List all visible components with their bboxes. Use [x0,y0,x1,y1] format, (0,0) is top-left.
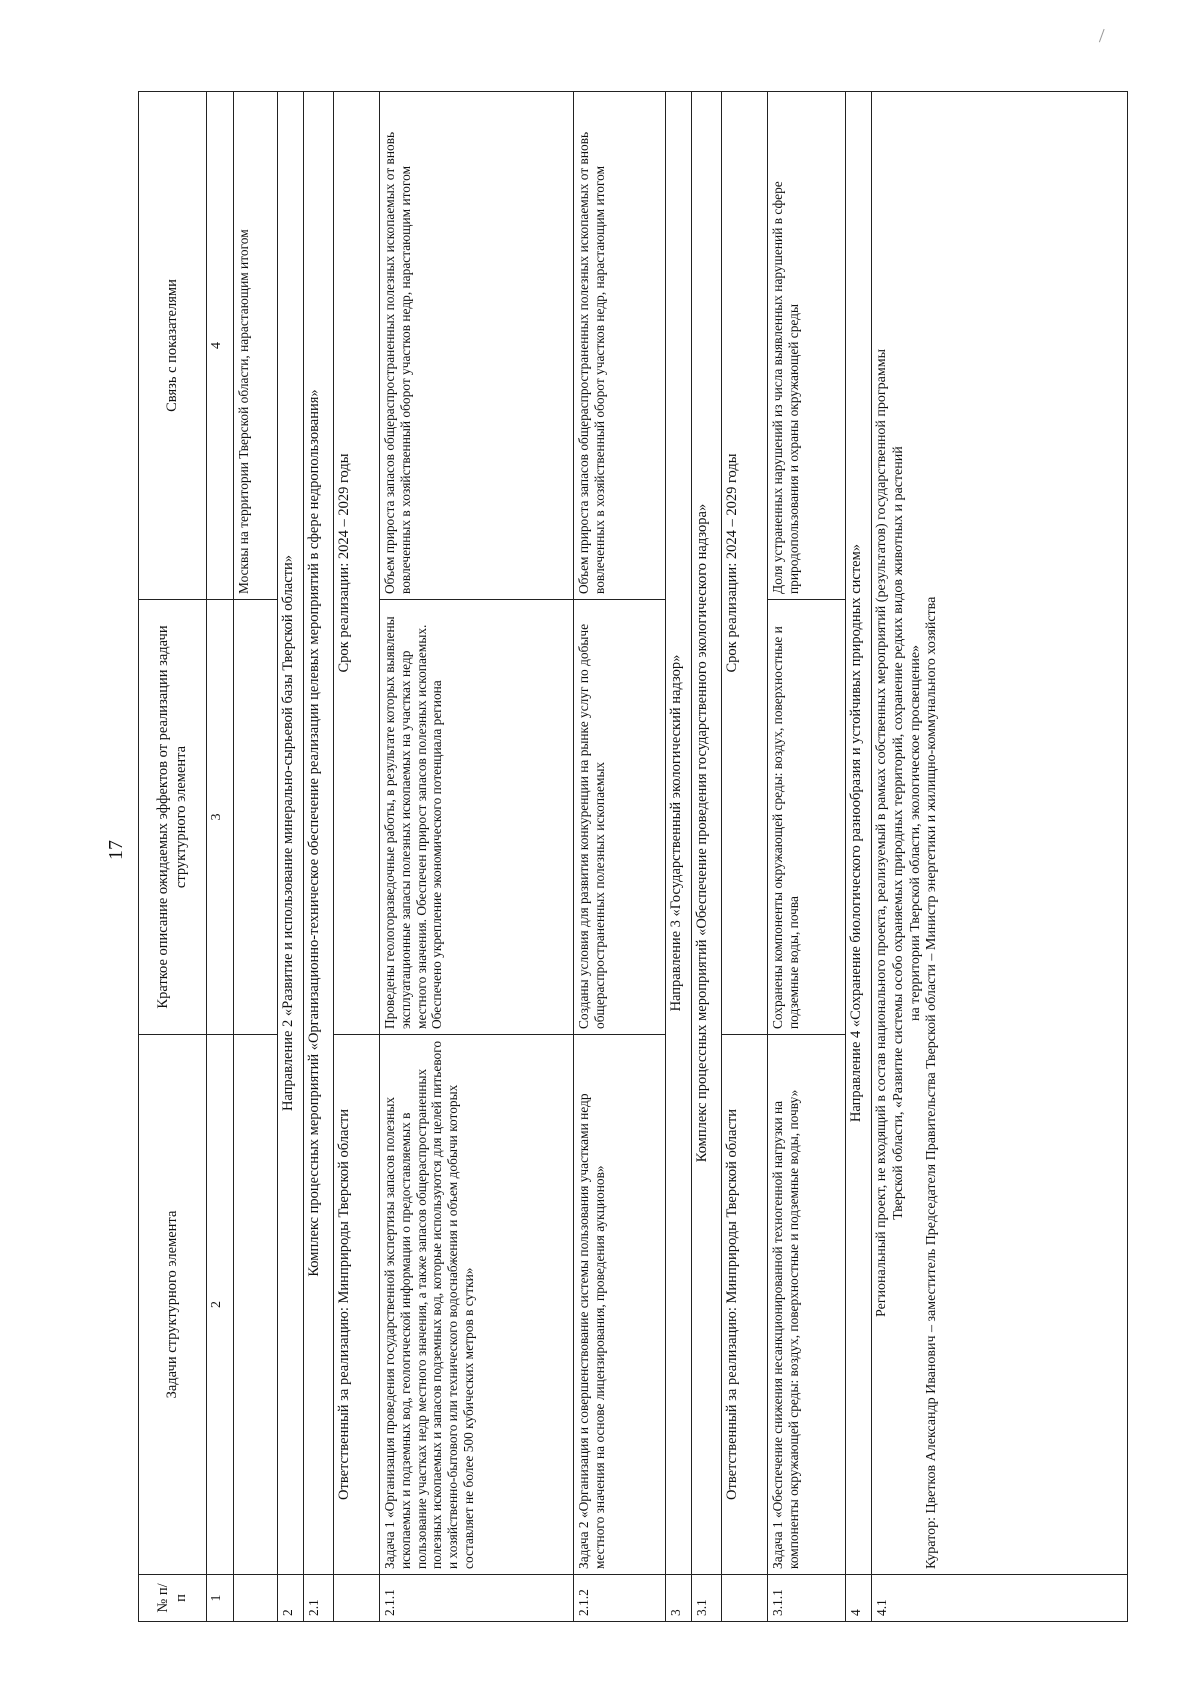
complex-title: Комплекс процессных мероприятий «Организационно-техническое обеспечение реализации целевых мероприятий в сфере недропользования» [304,92,334,1575]
row-number: 3 [666,1575,692,1622]
term-text: Срок реализации: 2024 – 2029 годы [722,92,768,1035]
task-text: Задача 2 «Организация и совершенствование системы пользования участками недр местного значения на основе лицензирования, проведения аукционов» [574,1035,666,1575]
row-number: 3.1.1 [768,1575,846,1622]
row-number: 4 [846,1575,872,1622]
responsible-text: Ответственный за реализацию: Минприроды Тверской области [722,1035,768,1575]
direction-row [278,92,304,1622]
project-cell [872,92,1128,1575]
direction-title: Направление 2 «Развитие и использование минерально-сырьевой базы Тверской области» [278,92,304,1575]
header-row [139,92,207,1622]
direction-title: Направление 3 «Государственный экологический надзор» [666,92,692,1575]
project-row [872,92,1128,1622]
effect-text: Сохранены компоненты окружающей среды: воздух, поверхностные и подземные воды, почва [768,600,846,1035]
effect-text: Проведены геологоразведочные работы, в результате которых выявлены эксплуатационные запасы полезных ископаемых на участках недр местного значения. Обеспечен прирост запасов полезных ископаемых. Обеспечено укрепление экономического потенциала региона [380,600,574,1035]
index-cell: 1 [207,1575,234,1622]
complex-row [692,92,722,1622]
carry-indicator: Москвы на территории Тверской области, нарастающим итогом [234,92,278,600]
row-number: 2.1.2 [574,1575,666,1622]
direction-title: Направление 4 «Сохранение биологического разнообразия и устойчивых природных систем» [846,92,872,1575]
complex-title: Комплекс процессных мероприятий «Обеспечение проведения государственного экологического надзора» [692,92,722,1575]
direction-row [666,92,692,1622]
index-cell: 4 [207,92,234,600]
row-number: 2.1 [304,1575,334,1622]
project-line: Региональный проект, не входящий в состав национального проекта, реализуемый в рамках собственных мероприятий (результатов) государственной программы [874,349,889,1317]
scan-mark [1099,29,1112,45]
index-row [207,92,234,1622]
row-number: 2 [278,1575,304,1622]
responsible-text: Ответственный за реализацию: Минприроды Тверской области [334,1035,380,1575]
row-number: 2.1.1 [380,1575,574,1622]
row-number: 3.1 [692,1575,722,1622]
direction-row [846,92,872,1622]
index-cell: 3 [207,600,234,1035]
complex-row [304,92,334,1622]
responsible-row [334,92,380,1622]
header-indicators: Связь с показателями [139,92,207,600]
page-number: 17 [105,840,127,860]
indicator-text: Объем прироста запасов общераспространенных полезных ископаемых от вновь вовлеченных в хозяйственный оборот участков недр, нарастающим итогом [380,92,574,600]
program-table [138,91,1128,1622]
indicator-text: Объем прироста запасов общераспространенных полезных ископаемых от вновь вовлеченных в хозяйственный оборот участков недр, нарастающим итогом [574,92,666,600]
rotated-table-container [138,92,1128,1622]
task-text: Задача 1 «Обеспечение снижения несанкционированной техногенной нагрузки на компоненты окружающей среды: воздух, поверхностные и подземные воды, почву» [768,1035,846,1575]
index-cell: 2 [207,1035,234,1575]
header-effects: Краткое описание ожидаемых эффектов от реализации задачи структурного элемента [139,600,207,1035]
project-curator: Куратор: Цветков Александр Иванович – заместитель Председателя Правительства Тверской области – Министр энергетики и жилищно-коммунального хозяйства [924,596,940,1569]
indicator-text: Доля устраненных нарушений из числа выявленных нарушений в сфере природопользования и охраны окружающей среды [768,92,846,600]
task-text: Задача 1 «Организация проведения государственной экспертизы запасов полезных ископаемых и подземных вод, геологической информации о предоставляемых в пользование участках недр местного значения, а также запасов общераспространенных полезных ископаемых и запасов подземных вод, которые используются для целей питьевого и хозяйственно-бытового или технического водоснабжения и объем добычи которых составляет не более 500 кубических метров в сутки» [380,1035,574,1575]
project-line: на территории Тверской области, экологическое просвещение» [907,644,923,1022]
task-row [768,92,846,1622]
carry-row [234,92,278,1622]
project-line: Тверской области, «Развитие системы особо охраняемых природных территорий, сохранение редких видов животных и растений [890,446,906,1220]
task-row [380,92,574,1622]
header-tasks: Задачи структурного элемента [139,1035,207,1575]
effect-text: Созданы условия для развития конкуренции на рынке услуг по добыче общераспространенных полезных ископаемых [574,600,666,1035]
term-text: Срок реализации: 2024 – 2029 годы [334,92,380,1035]
header-num: № п/п [139,1575,207,1622]
responsible-row [722,92,768,1622]
row-number: 4.1 [872,1575,1128,1622]
task-row [574,92,666,1622]
